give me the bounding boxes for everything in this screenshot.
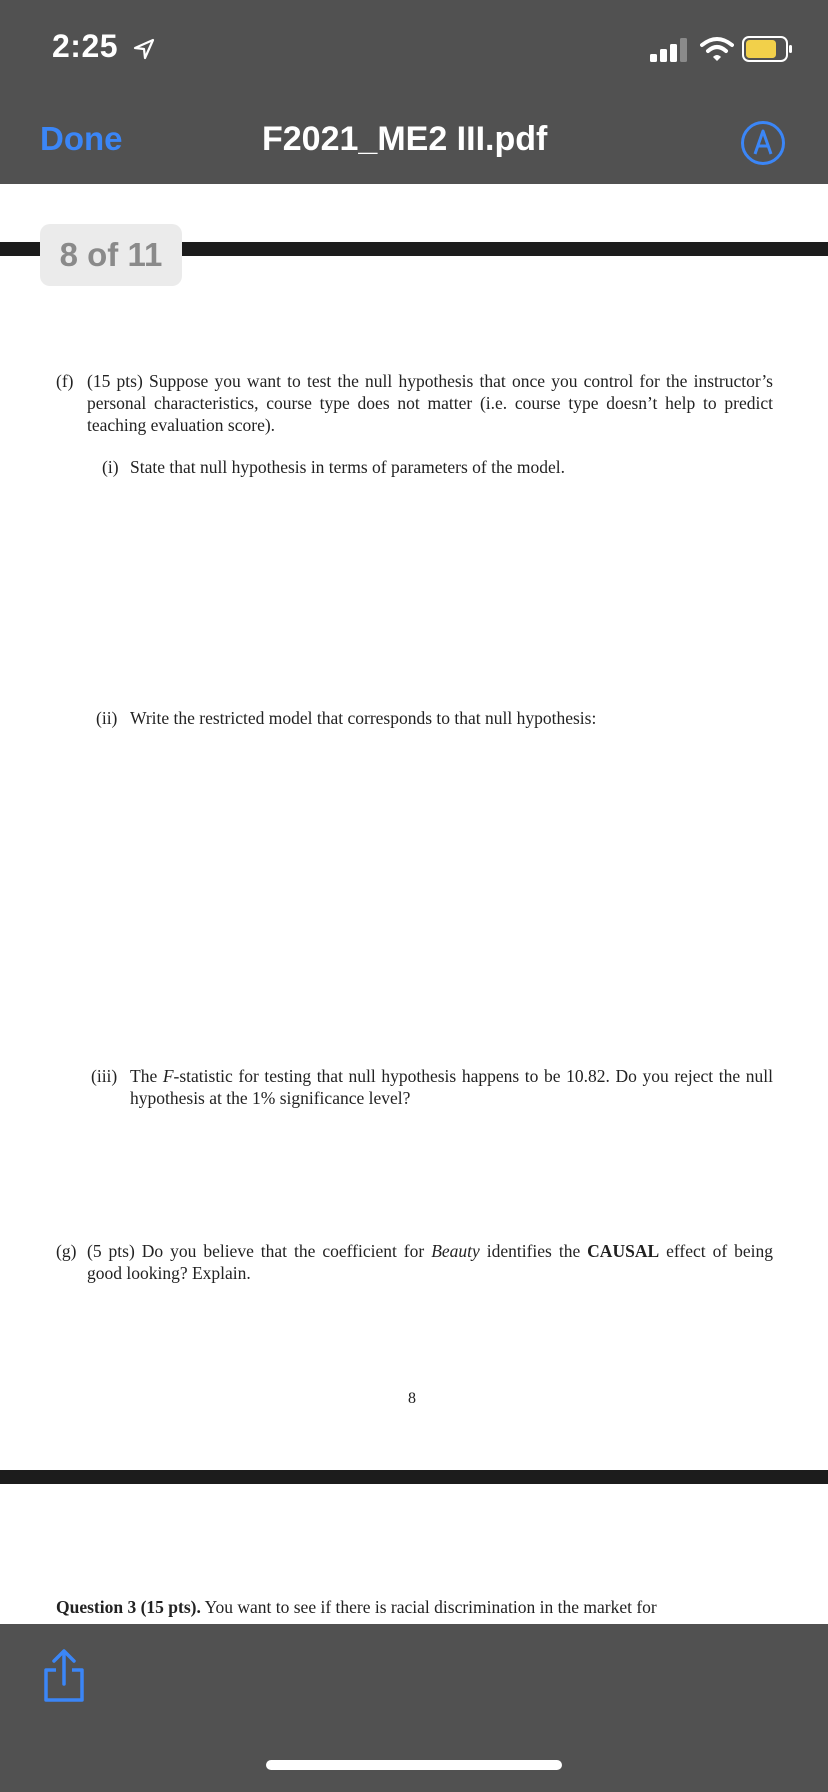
page-border-bottom — [0, 1470, 828, 1484]
beauty-term: Beauty — [431, 1241, 480, 1261]
question-3-text: You want to see if there is racial discrimination in the market for — [204, 1597, 657, 1617]
battery-icon — [742, 36, 794, 62]
location-arrow-icon — [133, 38, 155, 60]
causal-term: CAUSAL — [587, 1241, 660, 1261]
question-text: (5 pts) Do you believe that the coefficient for Beauty identifies the CAUSAL effect of being good looking? Explain. — [87, 1241, 773, 1283]
document-title: F2021_ME2 III.pdf — [262, 120, 548, 158]
cellular-signal-icon — [650, 38, 692, 62]
markup-icon[interactable] — [740, 120, 786, 166]
status-time: 2:25 — [52, 28, 119, 64]
question-text: State that null hypothesis in terms of parameters of the model. — [130, 457, 565, 477]
home-indicator[interactable] — [266, 1760, 562, 1770]
top-bar — [0, 0, 828, 184]
question-text: Write the restricted model that corresponds to that null hypothesis: — [130, 708, 597, 728]
question-label: (iii) — [91, 1066, 118, 1086]
question-label: (i) — [102, 457, 119, 477]
question-3-heading: Question 3 (15 pts). — [56, 1597, 201, 1617]
page-number: 8 — [408, 1390, 416, 1407]
question-label: (f) — [56, 371, 74, 391]
share-icon[interactable] — [42, 1648, 86, 1704]
page-indicator: 8 of 11 — [40, 224, 182, 286]
question-text: The F-statistic for testing that null hypothesis happens to be 10.82. Do you reject the null hypothesis at the 1% significance level? — [130, 1066, 773, 1108]
question-label: (g) — [56, 1241, 77, 1261]
f-symbol: F — [162, 1066, 174, 1086]
question-text: (15 pts) Suppose you want to test the null hypothesis that once you control for the instructor’s personal characteristics, course type does not matter (i.e. course type doesn’t help to predict teaching evaluation score). — [87, 371, 773, 435]
next-page-question — [56, 1596, 773, 1623]
question-label: (ii) — [96, 708, 118, 728]
wifi-icon — [700, 36, 734, 62]
done-button[interactable]: Done — [40, 120, 123, 157]
